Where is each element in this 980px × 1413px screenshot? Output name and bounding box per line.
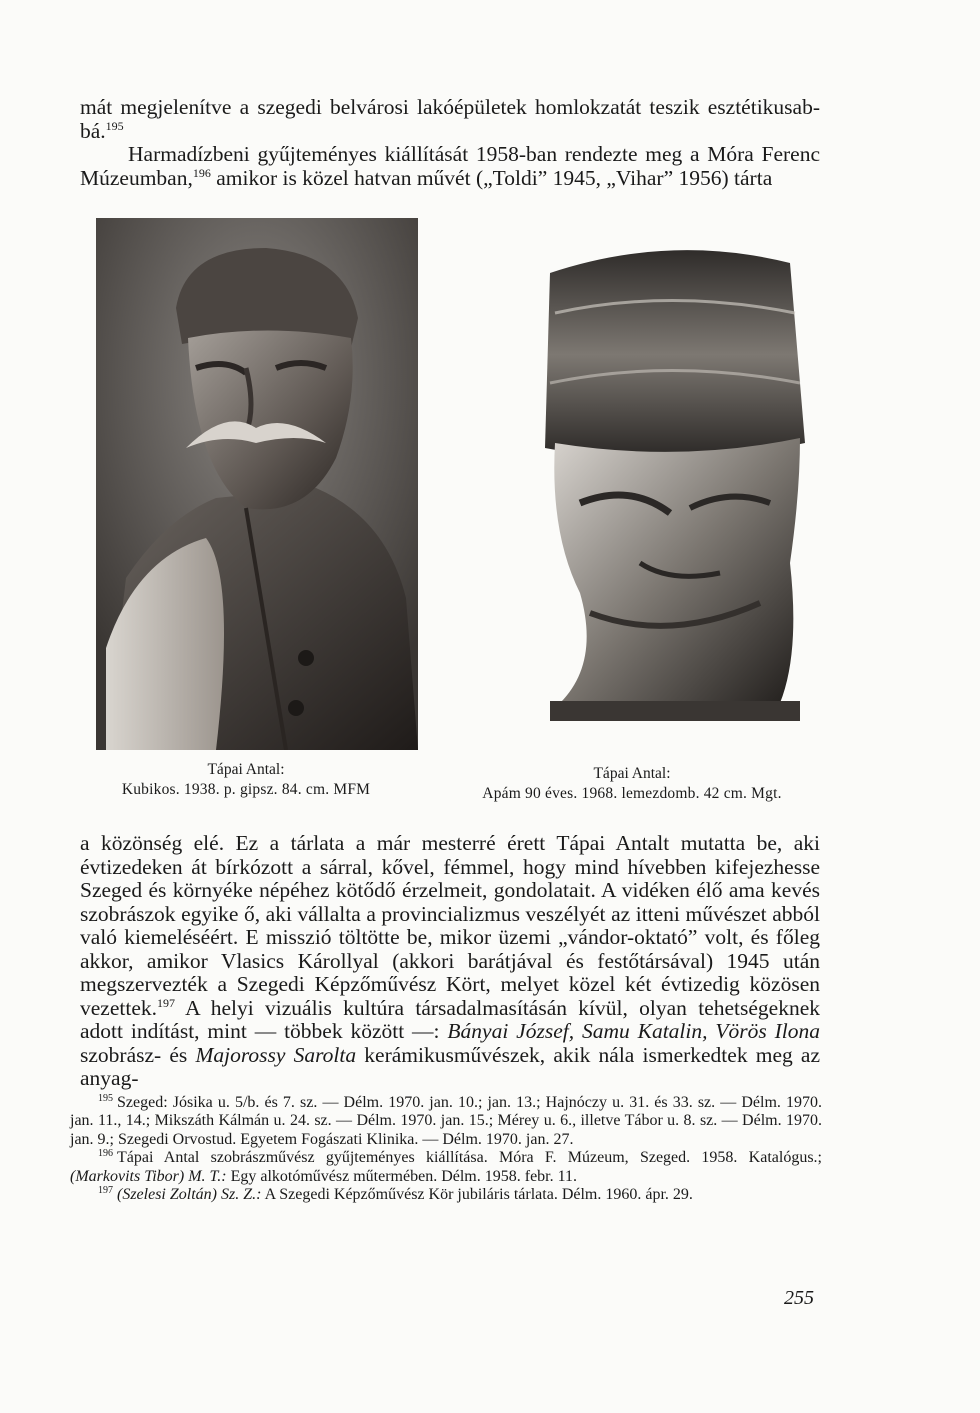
sculpture-photo-apam (520, 233, 824, 725)
footnotes (70, 1094, 822, 1204)
artist-names: Bányai József, Samu Katalin, Vörös Ilona (447, 1019, 820, 1043)
top-paragraph (80, 96, 820, 190)
kubikos-bust-image (96, 218, 418, 750)
caption-details: Kubikos. 1938. p. gipsz. 84. cm. MFM (121, 781, 371, 798)
footnote-195: $^{195}$ Szeged: Jósika u. 5/b. és 7. sz. — Délm. 1970. jan. 10.; jan. 13.; Hajnóczy u. 31. és 33. sz. — Délm. 1970. jan. 11., 14.; Mikszáth Kálmán u. 24. sz. — Délm. 1970. jan. 15.; Mérey u. 6., illetve Tábor u. 8. sz. — Délm. 1970. jan. 9.; Szegedi Orvostud. Egyetem Fogászati Klinika. — Délm. 1970. jan. 27. (70, 1092, 822, 1148)
footnote-196: $^{196}$ Tápai Antal szobrászművész gyűjteményes kiállítása. Móra F. Múzeum, Szeged. 1958. Katalógus.; (Markovits Tibor) M. T.: Egy alkotóművész műtermében. Délm. 1958. febr. 11. (70, 1147, 822, 1185)
caption-details: Apám 90 éves. 1968. lemezdomb. 42 cm. Mgt. (482, 785, 782, 802)
indented-sentence: Harmadízbeni gyűjteményes kiállítását 1958-ban rendezte meg a Móra Ferenc Múzeumban,$^{196}$ amikor is közel hatvan művét („Toldi” 1945, „Vihar” 1956) tárta (80, 142, 820, 190)
footnote-ref[interactable]: 195 (105, 118, 124, 133)
artist-name: Majorossy Sarolta (195, 1042, 357, 1067)
figure-caption-right (452, 764, 812, 804)
top-line: mát megjelenítve a szegedi belvárosi lakóépületek homlokzatát teszik esztétikusab-bá. (80, 95, 820, 143)
sculpture-photo-kubikos (96, 218, 418, 750)
footnote-ref[interactable]: 197 (157, 995, 175, 1010)
footnote-ref[interactable]: 196 (192, 165, 211, 180)
footnote-197: $^{197}$ (Szelesi Zoltán) Sz. Z.: A Szegedi Képzőművész Kör jubiláris tárlata. Délm. 1960. ápr. 29. (98, 1184, 693, 1204)
apam-bust-image (520, 233, 824, 725)
caption-author: Tápai Antal: (207, 761, 285, 778)
caption-author: Tápai Antal: (593, 765, 671, 782)
page-number: 255 (784, 1287, 814, 1309)
main-paragraph: a közönség elé. Ez a tárlata a már mesterré érett Tápai Antalt mutatta be, aki évtizedeken át bírkózott a sárral, kővel, fémmel, hogy mind hívebben kifejezhesse Szeged és környéke népéhez kötődő érzelmeit, gondolatait. A vidéken élő ama kevés szobrászok egyike ő, aki vállalta a provincializmus veszélyét az itteni művészet abból való kiemeléséért. E misszió töltötte be, mikor üzemi „vándor-oktató” volt, és főleg akkor, amikor Vlasics Károllyal (akkori barátjával és festőtársával) 1945 után megszervezték a Szegedi Képzőművész Kört, melyet közel két évtizedig közösen vezettek.$^{197}$ A helyi vizuális kultúra társadalmasításán kívül, olyan tehetségeknek adott indítást, mint — többek között —: Bányai József, Samu Katalin, Vörös Ilona szobrász- és Majorossy Sarolta kerámikusművészek, akik nála ismerkedtek meg az anyag- (80, 831, 821, 1090)
figure-caption-left (90, 760, 402, 800)
